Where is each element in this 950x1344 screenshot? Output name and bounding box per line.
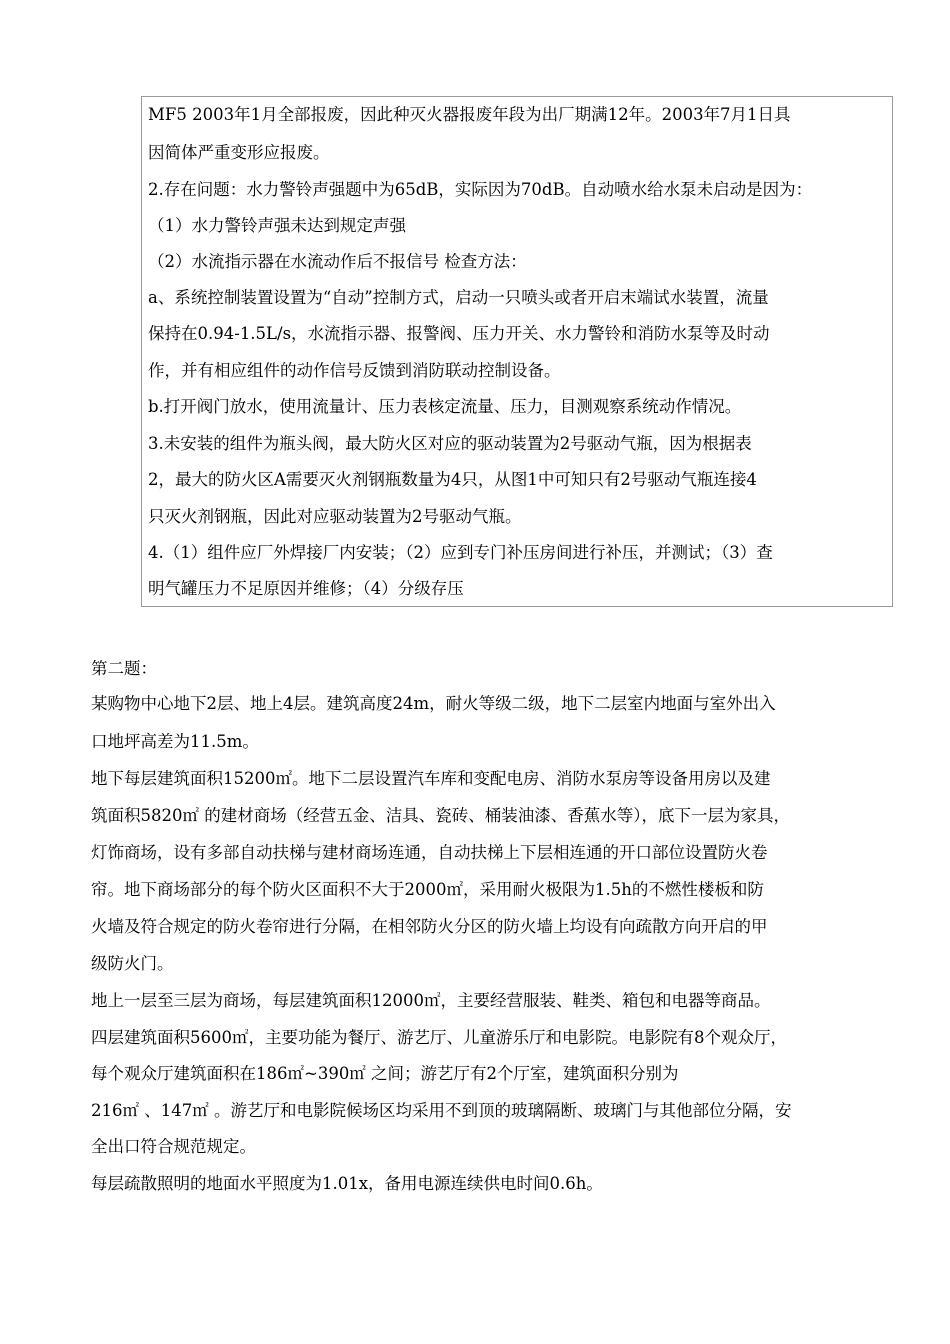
answer-line: （1）水力警铃声强未达到规定声强 — [148, 216, 406, 235]
answer-line: a、系统控制装置设置为“自动”控制方式，启动一只喷头或者开启末端试水装置，流量 — [148, 288, 769, 307]
question-line: 某购物中心地下2层、地上4层。建筑高度24m，耐火等级二级，地下二层室内地面与室外出入 — [91, 694, 776, 713]
question-line: 每层疏散照明的地面水平照度为1.01x，备用电源连续供电时间0.6h。 — [91, 1174, 603, 1193]
question-line: 四层建筑面积5600㎡，主要功能为餐厅、游艺厅、儿童游乐厅和电影院。电影院有8个观众厅， — [91, 1028, 787, 1047]
answer-line: 作，并有相应组件的动作信号反馈到消防联动控制设备。 — [148, 361, 561, 380]
answer-line: b.打开阀门放水，使用流量计、压力表核定流量、压力，目测观察系统动作情况。 — [148, 397, 742, 416]
question-line: 级防火门。 — [91, 954, 174, 973]
answer-line: 因简体严重变形应报废。 — [148, 143, 330, 162]
answer-line: 2.存在问题：水力警铃声强题中为65dB，实际因为70dB。自动喷水给水泵未启动是因为： — [148, 180, 813, 199]
question-two-heading: 第二题： — [91, 659, 157, 678]
question-line: 地上一层至三层为商场，每层建筑面积12000㎡，主要经营服装、鞋类、箱包和电器等商品。 — [91, 991, 771, 1010]
question-line: 216㎡ 、147㎡ 。游艺厅和电影院候场区均采用不到顶的玻璃隔断、玻璃门与其他部位分隔，安 — [91, 1101, 792, 1120]
answer-line: 只灭火剂钢瓶，因此对应驱动装置为2号驱动气瓶。 — [148, 507, 522, 526]
answer-line: （2）水流指示器在水流动作后不报信号 检查方法： — [148, 252, 527, 271]
answer-line: MF5 2003年1月全部报废，因此种灭火器报废年段为出厂期满12年。2003年7月1日具 — [148, 105, 791, 124]
question-line: 每个观众厅建筑面积在186㎡~390㎡ 之间；游艺厅有2个厅室，建筑面积分别为 — [91, 1064, 679, 1083]
answer-line: 2，最大的防火区A需要灭火剂钢瓶数量为4只，从图1中可知只有2号驱动气瓶连接4 — [148, 470, 757, 489]
question-line: 帘。地下商场部分的每个防火区面积不大于2000㎡，采用耐火极限为1.5h的不燃性楼板和防 — [91, 880, 764, 899]
question-line: 地下每层建筑面积15200㎡。地下二层设置汽车库和变配电房、消防水泵房等设备用房以及建 — [91, 769, 771, 788]
answer-box — [141, 96, 893, 607]
answer-line: 3.未安装的组件为瓶头阀，最大防火区对应的驱动装置为2号驱动气瓶，因为根据表 — [148, 434, 752, 453]
question-line: 灯饰商场，设有多部自动扶梯与建材商场连通，自动扶梯上下层相连通的开口部位设置防火卷 — [91, 843, 768, 862]
answer-line: 保持在0.94-1.5L/s，水流指示器、报警阀、压力开关、水力警铃和消防水泵等及时动 — [148, 324, 770, 343]
question-line: 火墙及符合规定的防火卷帘进行分隔，在相邻防火分区的防火墙上均设有向疏散方向开启的甲 — [91, 917, 768, 936]
question-line: 口地坪高差为11.5m。 — [91, 732, 259, 751]
answer-line: 4.（1）组件应厂外焊接厂内安装；（2）应到专门补压房间进行补压，并测试；（3）查 — [148, 543, 773, 562]
question-line: 筑面积5820㎡ 的建材商场（经营五金、洁具、瓷砖、桶装油漆、香蕉水等），底下一层为家具， — [91, 806, 790, 825]
answer-line: 明气罐压力不足原因并维修；（4）分级存压 — [148, 579, 464, 598]
question-line: 全出口符合规范规定。 — [91, 1137, 256, 1156]
